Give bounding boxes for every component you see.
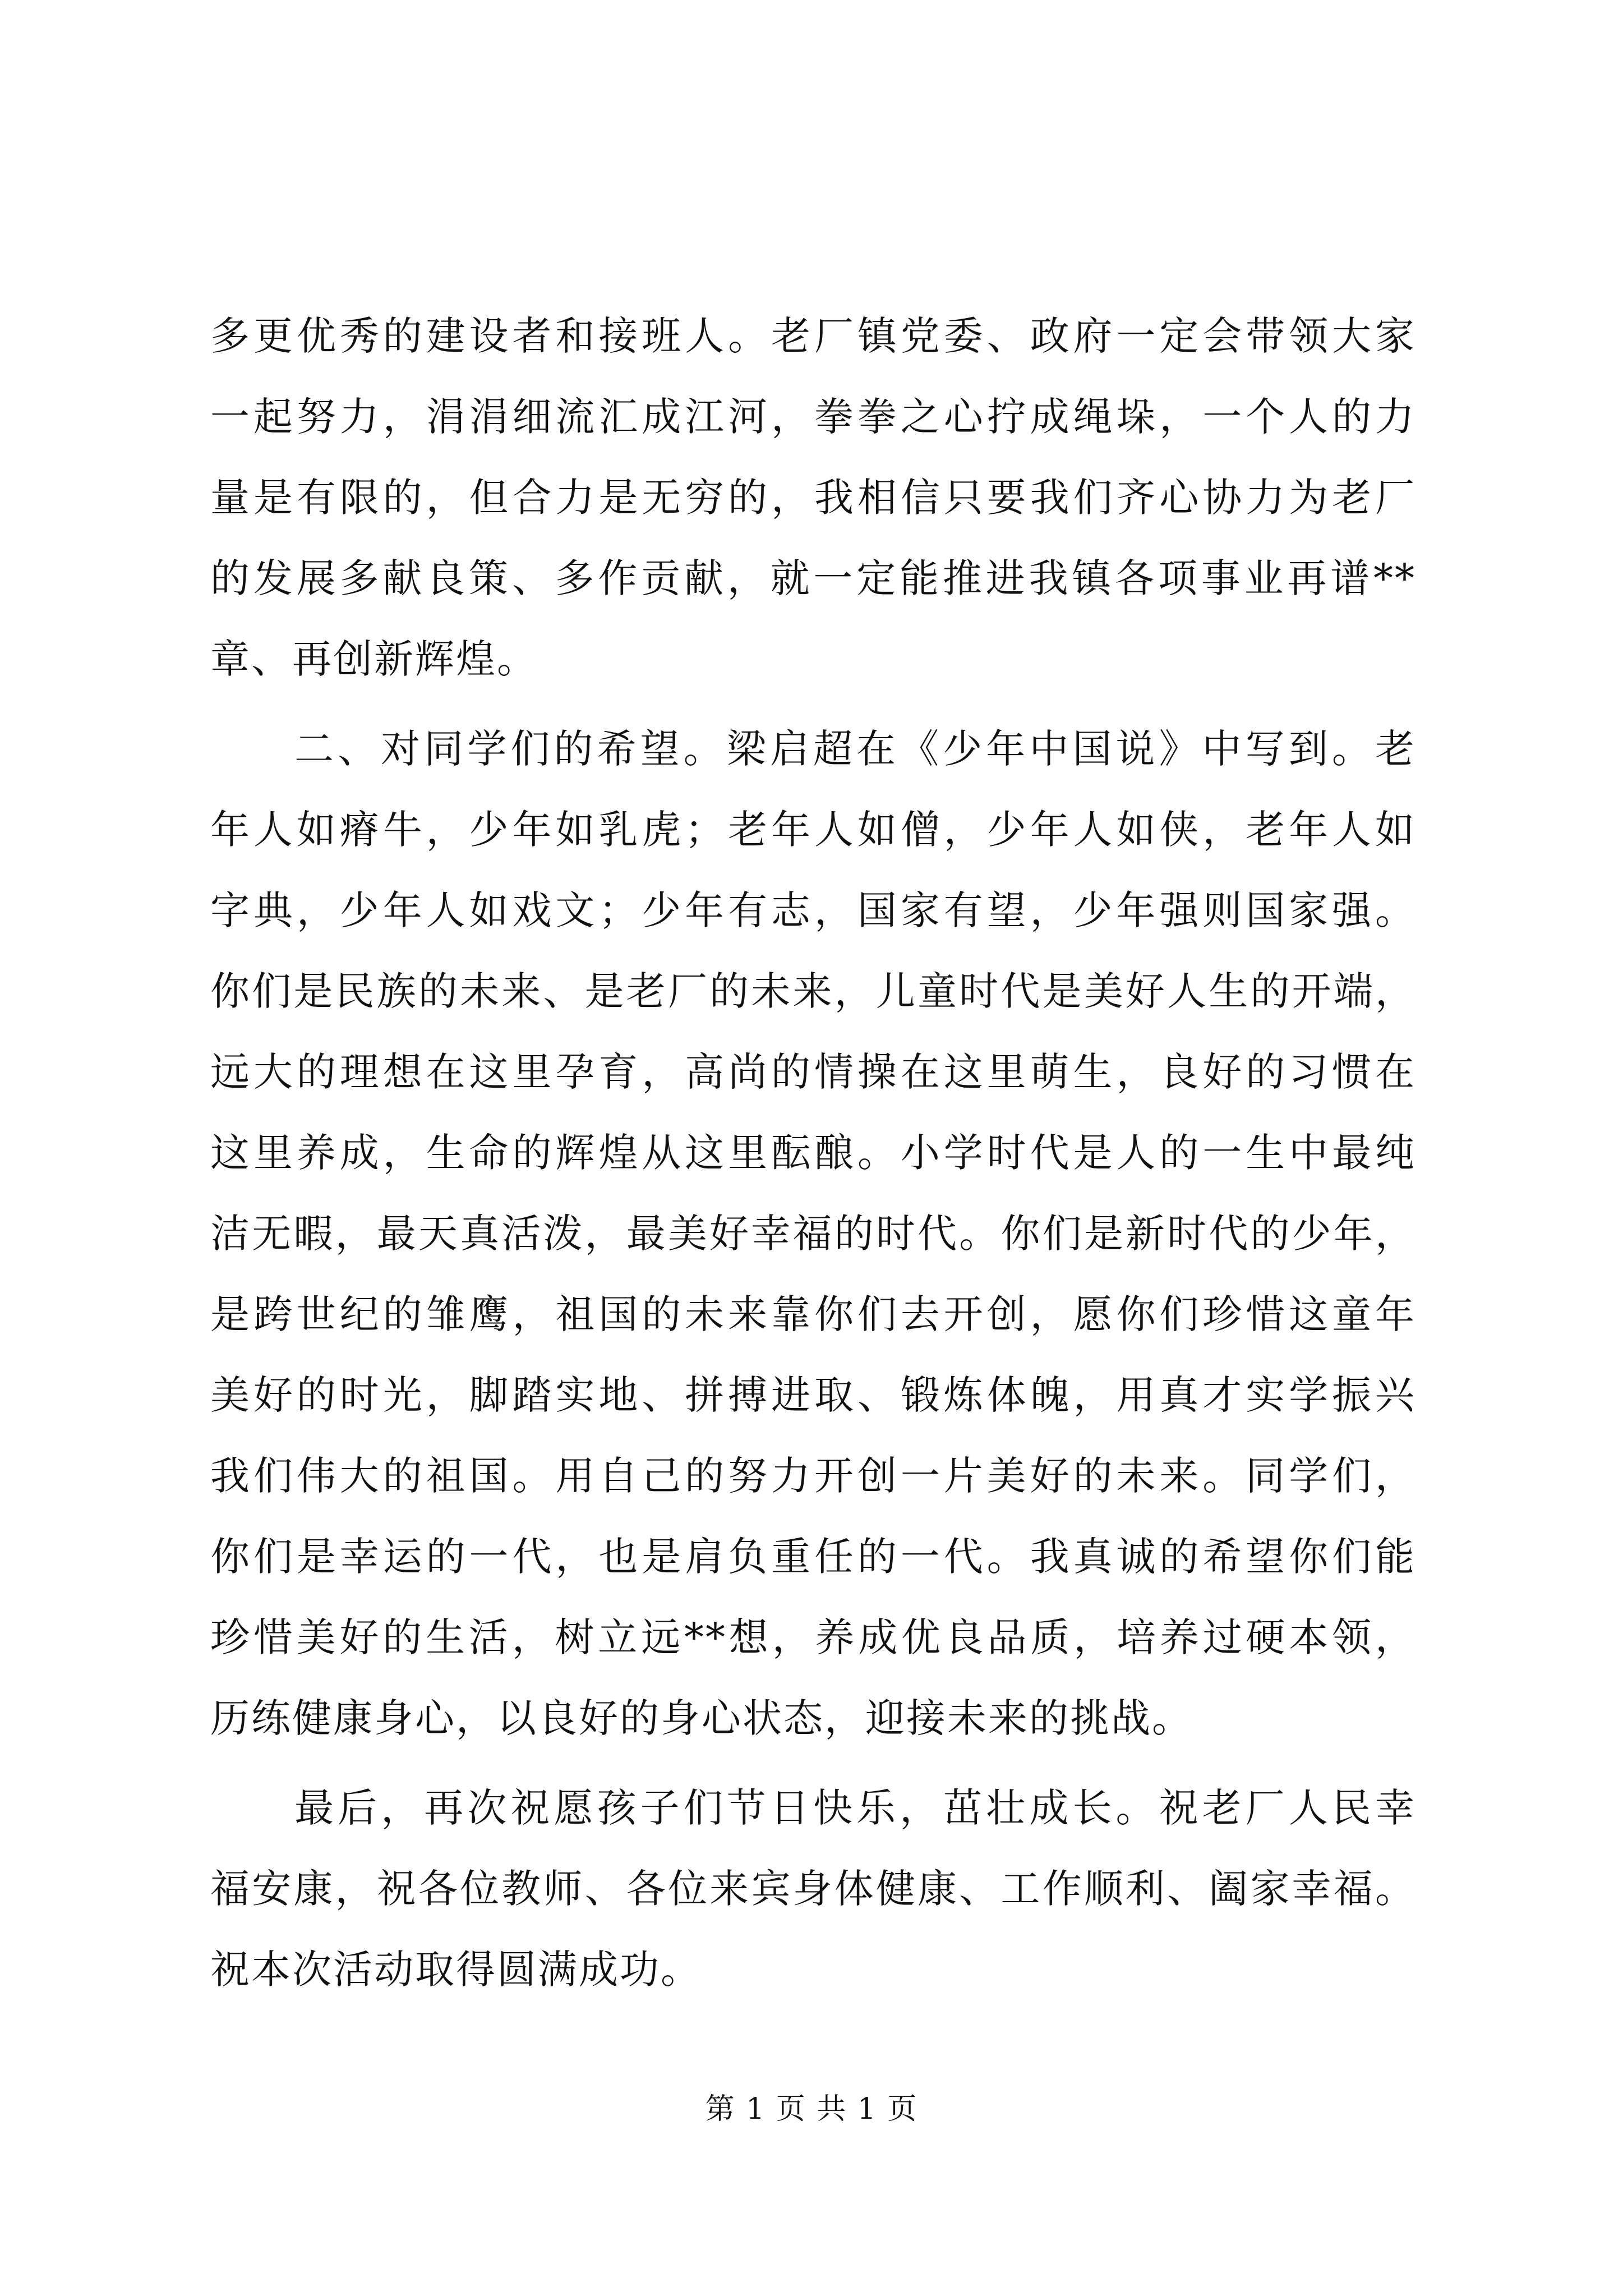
text-line: 量是有限的，但合力是无穷的，我相信只要我们齐心协力为老厂 — [210, 475, 1416, 521]
text-line: 章、再创新辉煌。 — [210, 636, 538, 682]
paragraph-1 — [210, 296, 1416, 700]
text-line: 年人如瘠牛，少年如乳虎；老年人如僧，少年人如侠，老年人如 — [210, 807, 1416, 853]
text-line: 珍惜美好的生活，树立远**想，养成优良品质，培养过硬本领， — [210, 1614, 1416, 1660]
paragraph-2 — [210, 708, 1416, 1759]
text-line: 多更优秀的建设者和接班人。老厂镇党委、政府一定会带领大家 — [210, 313, 1416, 359]
text-line: 你们是幸运的一代，也是肩负重任的一代。我真诚的希望你们能 — [210, 1534, 1416, 1580]
page-footer: 第 1 页 共 1 页 — [705, 2092, 918, 2126]
text-line: 美好的时光，脚踏实地、拼搏进取、锻炼体魄，用真才实学振兴 — [210, 1372, 1416, 1418]
text-line: 是跨世纪的雏鹰，祖国的未来靠你们去开创，愿你们珍惜这童年 — [210, 1291, 1416, 1337]
text-line: 最后，再次祝愿孩子们节日快乐，茁壮成长。祝老厂人民幸 — [294, 1785, 1416, 1831]
text-line: 祝本次活动取得圆满成功。 — [210, 1947, 702, 1993]
text-line: 历练健康身心，以良好的身心状态，迎接未来的挑战。 — [210, 1695, 1193, 1741]
text-line: 我们伟大的祖国。用自己的努力开创一片美好的未来。同学们， — [210, 1453, 1416, 1499]
document-body — [210, 296, 1416, 2010]
paragraph-gap — [210, 700, 1416, 708]
text-line: 远大的理想在这里孕育，高尚的情操在这里萌生，良好的习惯在 — [210, 1049, 1416, 1095]
text-line: 这里养成，生命的辉煌从这里酝酿。小学时代是人的一生中最纯 — [210, 1130, 1416, 1176]
text-line: 你们是民族的未来、是老厂的未来，儿童时代是美好人生的开端， — [210, 968, 1416, 1014]
paragraph-3 — [210, 1768, 1416, 2010]
text-line: 的发展多献良策、多作贡献，就一定能推进我镇各项事业再谱** — [210, 555, 1416, 601]
text-line: 一起努力，涓涓细流汇成江河，拳拳之心拧成绳垛，一个人的力 — [210, 394, 1416, 440]
text-line: 洁无暇，最天真活泼，最美好幸福的时代。你们是新时代的少年， — [210, 1211, 1416, 1257]
text-line: 字典，少年人如戏文；少年有志，国家有望，少年强则国家强。 — [210, 887, 1416, 933]
text-line: 二、对同学们的希望。梁启超在《少年中国说》中写到。老 — [294, 726, 1416, 772]
text-line: 福安康，祝各位教师、各位来宾身体健康、工作顺利、阖家幸福。 — [210, 1866, 1416, 1912]
paragraph-gap — [210, 1759, 1416, 1768]
